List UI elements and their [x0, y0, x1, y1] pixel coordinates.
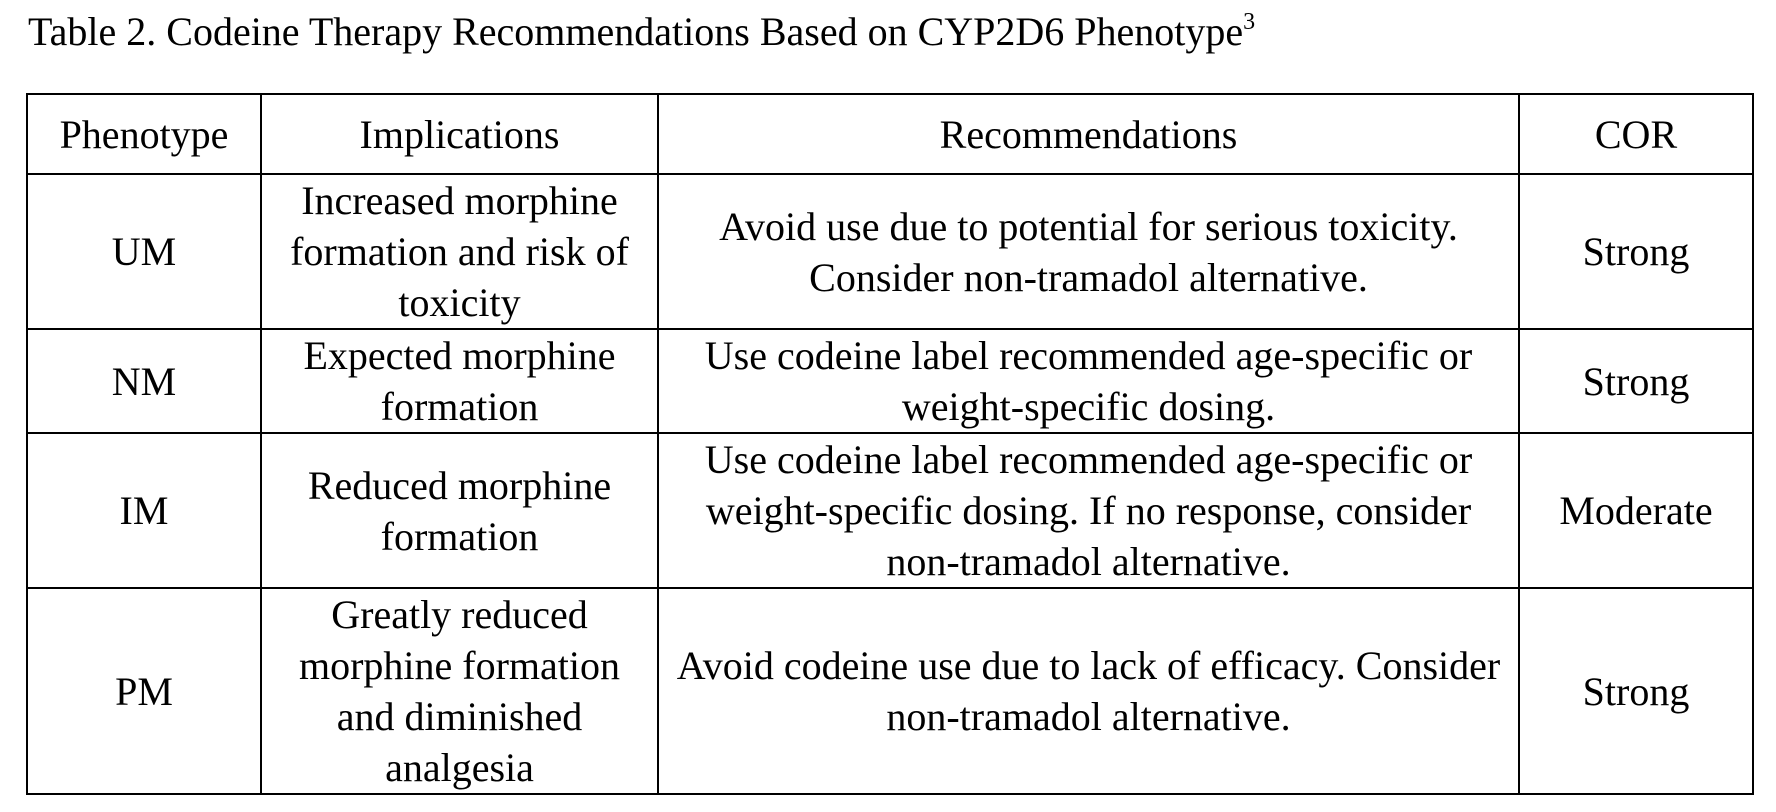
- table-row: [27, 329, 1753, 433]
- table-caption: [28, 6, 1255, 58]
- column-header-recommendations: Recommendations: [658, 94, 1519, 174]
- codeine-recommendations-table: [26, 93, 1754, 795]
- table-row: [27, 588, 1753, 794]
- recommendations-cell: Avoid codeine use due to lack of efficacy. Consider non-tramadol alternative.: [658, 588, 1519, 794]
- column-header-implications: Implications: [261, 94, 658, 174]
- table-row: [27, 433, 1753, 588]
- implications-cell: Reduced morphine formation: [261, 433, 658, 588]
- phenotype-cell: UM: [27, 174, 261, 329]
- phenotype-cell: NM: [27, 329, 261, 433]
- cor-cell: Moderate: [1519, 433, 1753, 588]
- implications-cell: Increased morphine formation and risk of toxicity: [261, 174, 658, 329]
- recommendations-cell: Use codeine label recommended age-specific or weight-specific dosing. If no response, consider non-tramadol alternative.: [658, 433, 1519, 588]
- column-header-cor: COR: [1519, 94, 1753, 174]
- recommendations-cell: Use codeine label recommended age-specific or weight-specific dosing.: [658, 329, 1519, 433]
- cor-cell: Strong: [1519, 174, 1753, 329]
- phenotype-cell: PM: [27, 588, 261, 794]
- cor-cell: Strong: [1519, 329, 1753, 433]
- table-row: [27, 174, 1753, 329]
- phenotype-cell: IM: [27, 433, 261, 588]
- implications-cell: Greatly reduced morphine formation and diminished analgesia: [261, 588, 658, 794]
- table-header-row: [27, 94, 1753, 174]
- table-caption-text: Table 2. Codeine Therapy Recommendations Based on CYP2D6 Phenotype: [28, 9, 1244, 54]
- column-header-phenotype: Phenotype: [27, 94, 261, 174]
- implications-cell: Expected morphine formation: [261, 329, 658, 433]
- table-caption-superscript: 3: [1243, 9, 1256, 35]
- cor-cell: Strong: [1519, 588, 1753, 794]
- recommendations-cell: Avoid use due to potential for serious toxicity. Consider non-tramadol alternative.: [658, 174, 1519, 329]
